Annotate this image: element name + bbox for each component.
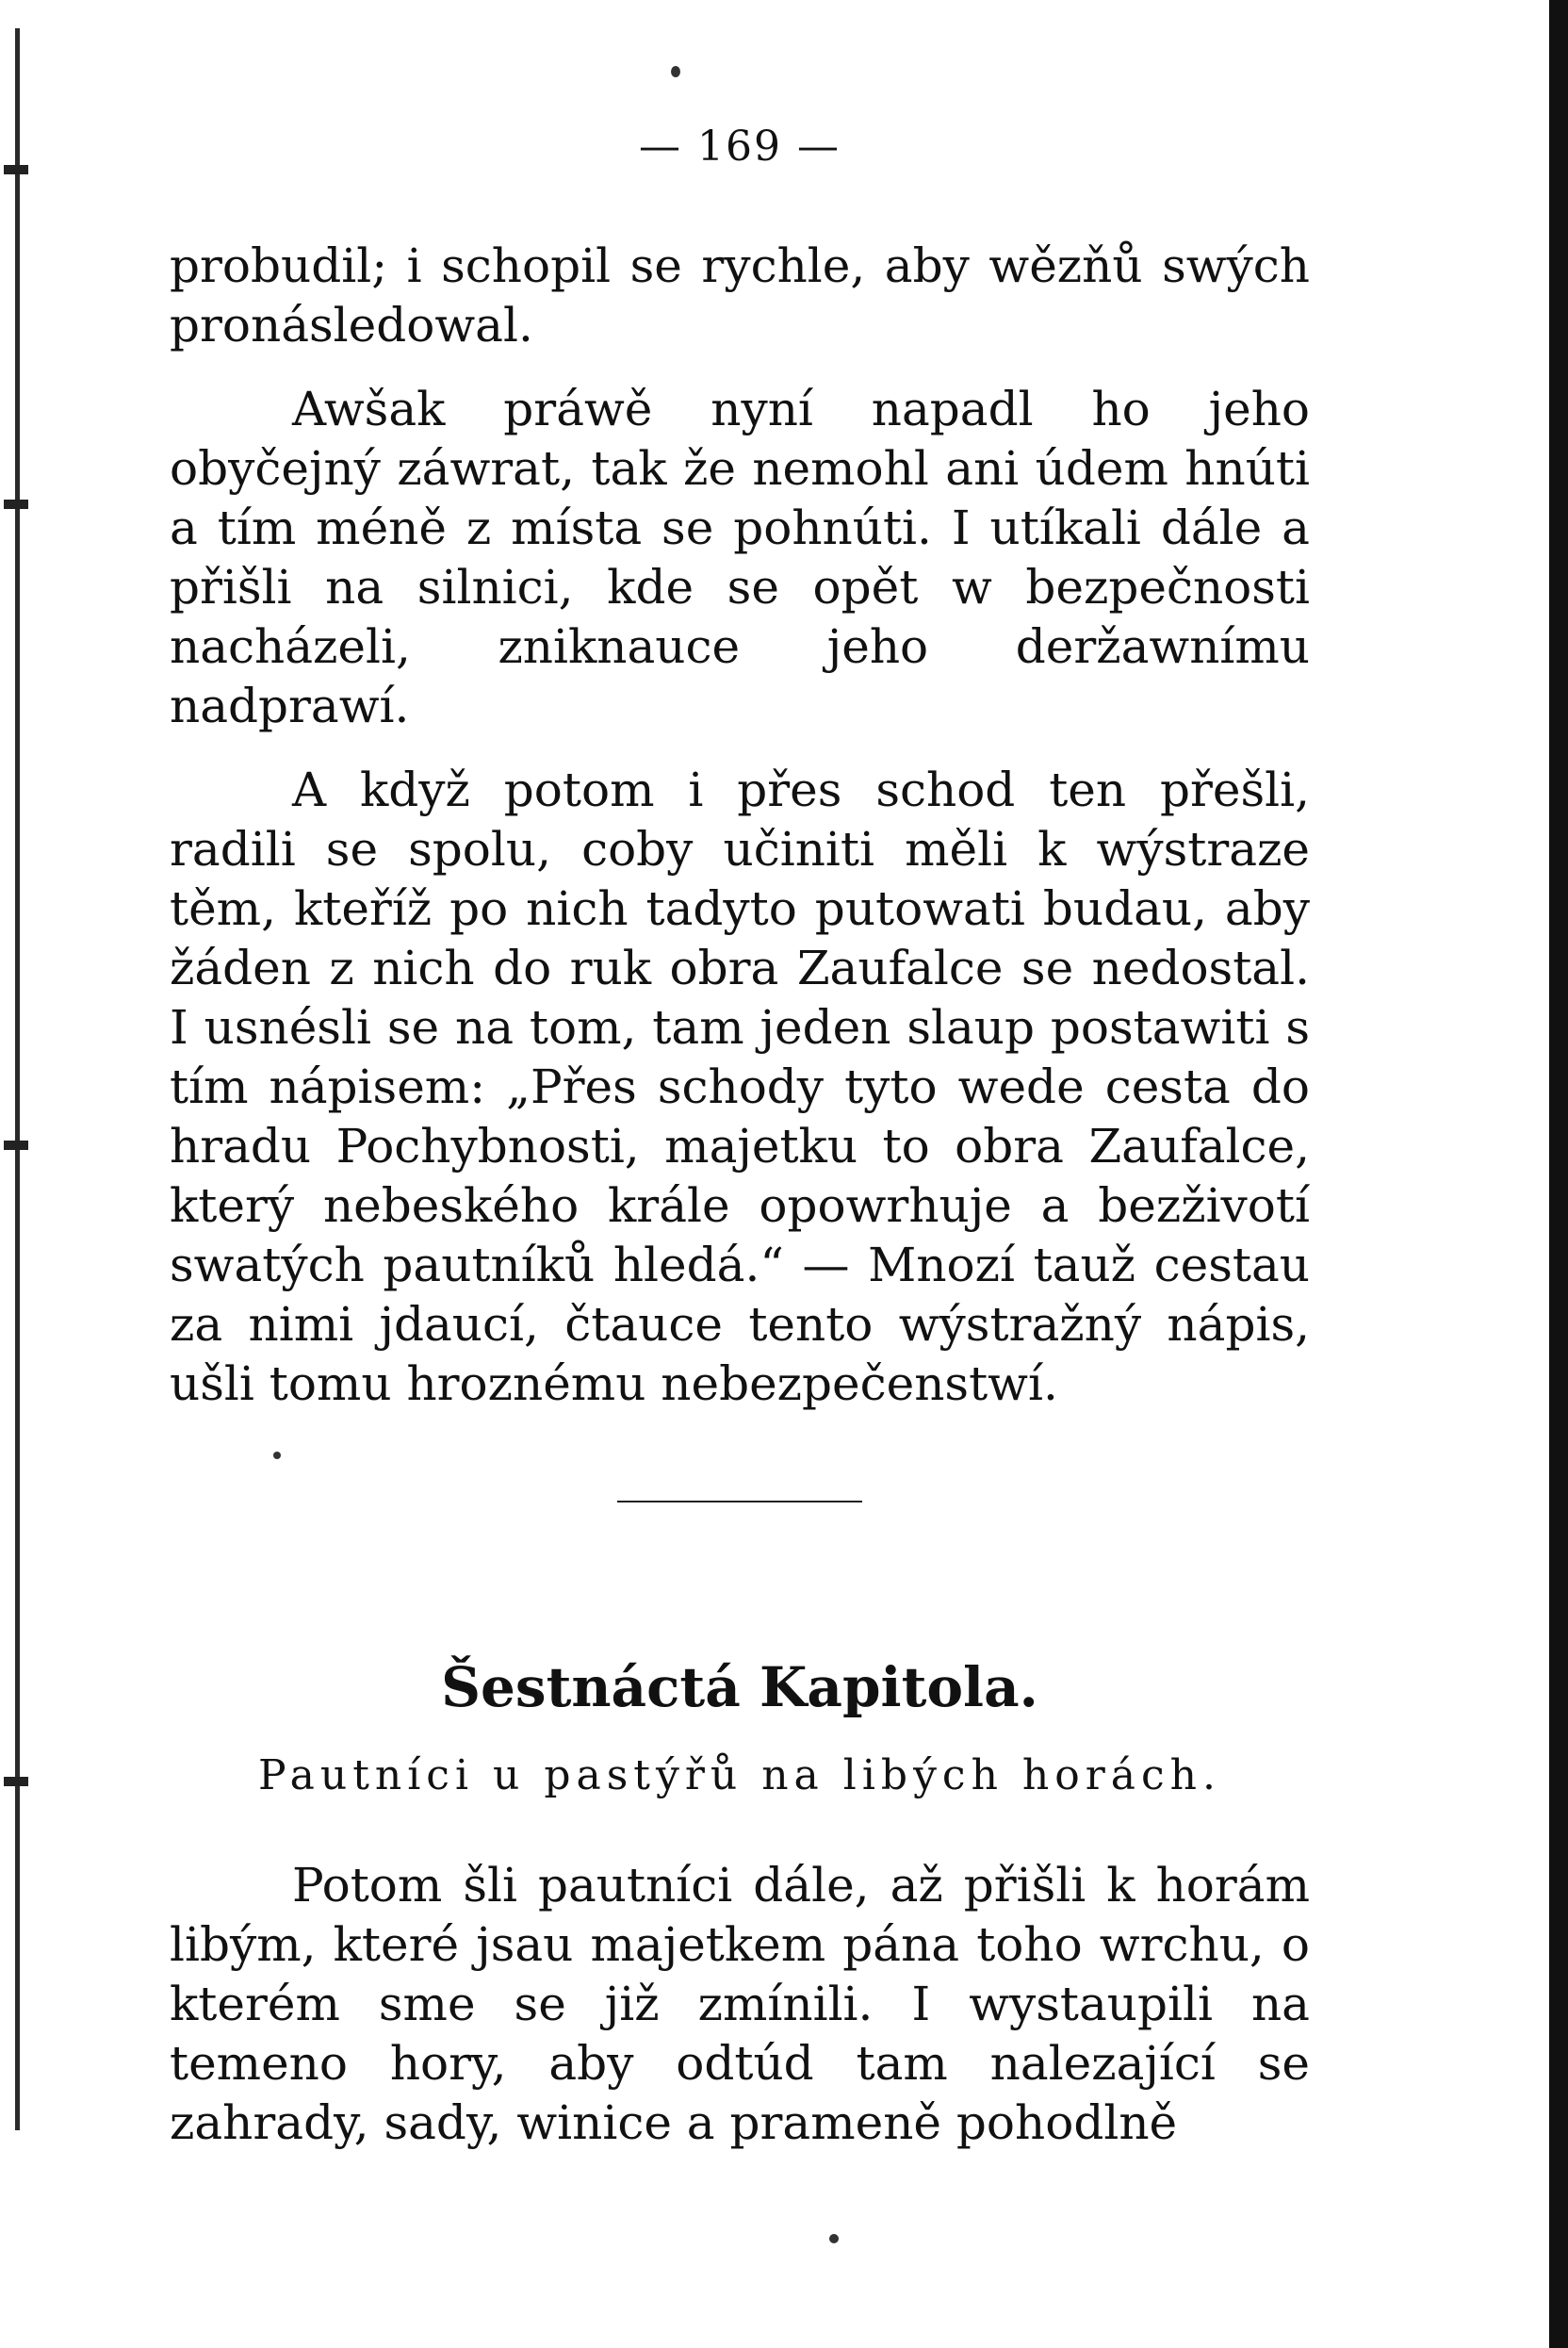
paragraph-continuation: probudil; i schopil se rychle, aby wězňů swých pronásledowal. [170, 238, 1310, 353]
paragraph: A když potom i přes schod ten přešli, radili se spolu, coby učiniti měli k wýstraze těm, kteříž po nich tadyto putowati budau, aby žáden z nich do ruk obra Zaufalce se nedostal. I usnésli se na tom, tam jeden slaup postawiti s tím nápisem: „Přes schody tyto wede cesta do hradu Pochybnosti, majetku to obra Zaufalce, který nebeského krále opowrhuje a bezživotí swatých pautníků hledá.“ — Mnozí tauž cestau za nimi jdaucí, čtauce tento wýstražný nápis, ušli tomu hroznému nebezpečenstwí. [170, 763, 1310, 1411]
section-divider [617, 1501, 862, 1502]
page-right-edge [1549, 0, 1568, 2348]
binding-mark [4, 500, 28, 509]
binding-edge [15, 28, 20, 2130]
chapter-subtitle: Pautníci u pastýřů na libých horách. [258, 1751, 1221, 1799]
binding-mark [4, 165, 28, 174]
paragraph: Awšak práwě nyní napadl ho jeho obyčejný záwrat, tak že nemohl ani údem hnúti a tím méně z místa se pohnúti. I utíkali dále a přišli na silnici, kde se opět w bezpečnosti nacházeli, zniknauce jeho deržawnímu nadprawí. [170, 382, 1310, 733]
page-left-margin [0, 0, 13, 2348]
binding-mark [4, 1141, 28, 1150]
book-page [170, 123, 1310, 2177]
chapter-title: Šestnáctá Kapitola. [441, 1655, 1038, 1719]
ink-speck [829, 2234, 839, 2243]
binding-mark [4, 1777, 28, 1786]
ink-speck [671, 66, 680, 77]
paragraph: Potom šli pautníci dále, až přišli k horám libým, které jsau majetkem pána toho wrchu, o kterém sme se již zmínili. I wystaupili na temeno hory, aby odtúd tam nalezající se zahrady, sady, winice a prameně pohodlně [170, 1858, 1310, 2150]
page-number: — 169 — [639, 123, 841, 171]
